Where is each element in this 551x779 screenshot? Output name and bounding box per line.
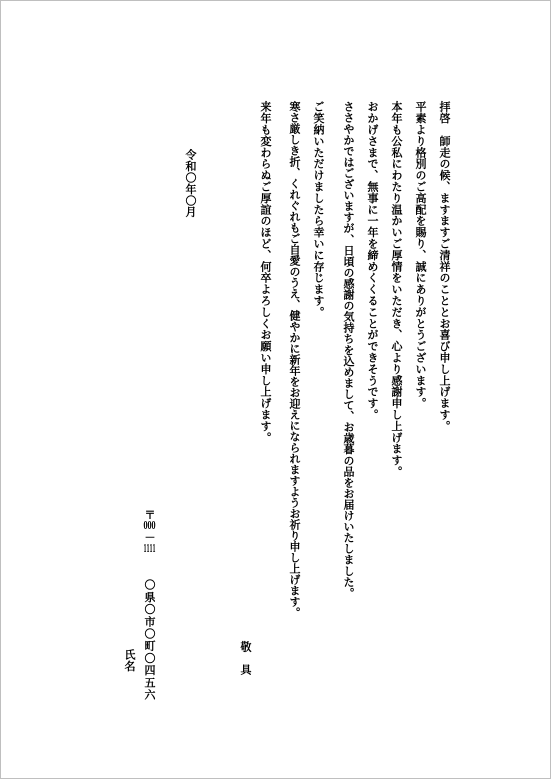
letter-date: 令和〇年〇月 [184,149,197,218]
body-line-6: ご笑納いただけましたら幸いに存じます。 [312,101,325,318]
postal-code-part-1: 000 [143,520,156,532]
body-line-2: 平素より格別のご高配を賜り、誠にありがとうございます。 [414,101,427,409]
postal-code-part-2: 1111 [143,542,156,554]
postal-mark: 〒 [143,509,156,521]
sender-postal-code [143,509,155,554]
closing-keigu: 敬 具 [239,641,252,676]
postal-separator: － [143,531,156,543]
body-line-4: おかげさまで、無事に一年を締めくくることができそうです。 [366,101,379,421]
body-line-5: ささやかではございますが、日頃の感謝の気持ちを込めまして、お歳暮の品をお届けいたしました。 [342,101,355,599]
body-line-3: 本年も公私にわたり温かいご厚情をいただき、心より感謝申し上げます。 [390,101,403,478]
body-line-8: 来年も変わらぬご厚誼のほど、何卒よろしくお願い申し上げます。 [259,101,272,443]
sender-name: 氏名 [123,649,136,672]
body-line-1: 拝啓 師走の候、ますますご清祥のこととお喜び申し上げます。 [438,101,451,432]
body-line-7: 寒さ厳しき折、くれぐれもご自愛のうえ、健やかに新年をお迎えになられますようお祈り申し上げます。 [288,101,301,618]
sender-address: 〇県〇市〇町〇四五六 [143,579,156,701]
